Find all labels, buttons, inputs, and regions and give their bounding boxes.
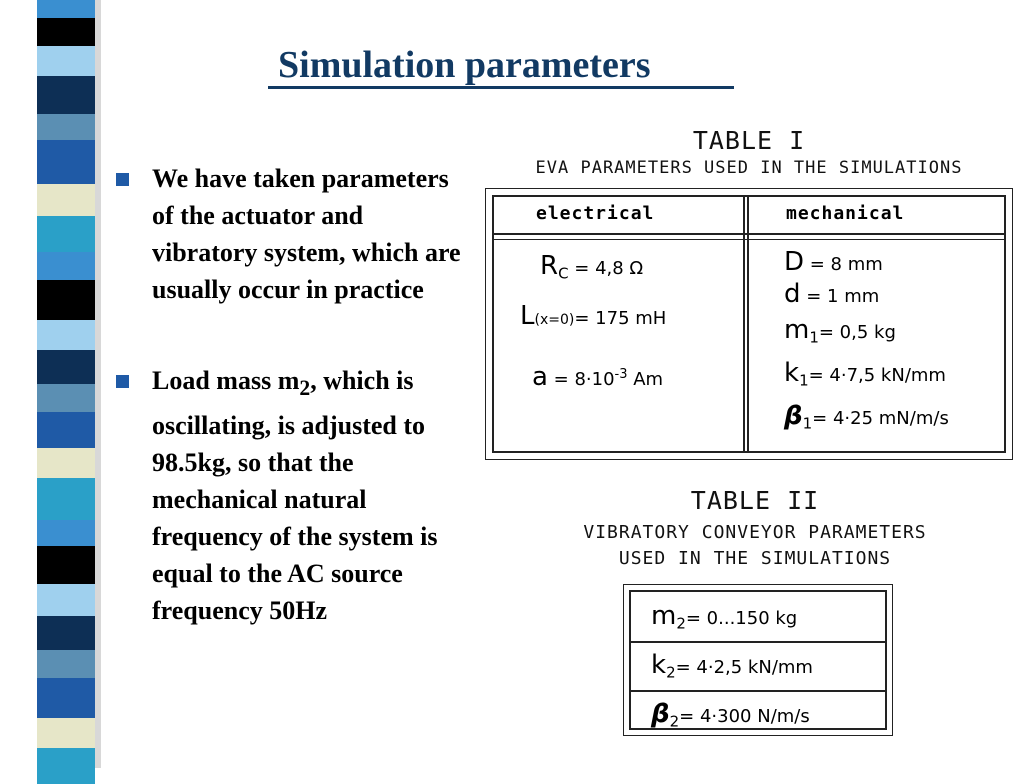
col-header-electrical: electrical — [536, 203, 655, 224]
table2-row — [631, 690, 885, 739]
bullet-text-1: We have taken parameters of the actuator and vibratory system, which are usually occur in practice — [152, 164, 461, 304]
param-k1: $k_1= 4\cdot 7,5$ kN/mm — [784, 358, 946, 390]
param-d-upper: D = 8 mm — [784, 247, 883, 277]
table2-row — [631, 641, 885, 692]
bullet-item-2 — [112, 362, 472, 629]
decorative-stripe — [37, 0, 95, 768]
param-d-lower: d = 1 mm — [784, 279, 880, 309]
param-beta2: $\beta_2= 4\cdot 300$ N/m/s — [651, 699, 810, 731]
table2 — [623, 584, 893, 736]
param-m1: $m_1= 0,5$ kg — [784, 315, 896, 347]
table2-row — [631, 592, 885, 643]
param-l: L(x=0)= 175 mH — [520, 301, 667, 331]
bullet-text-2: Load mass $m_2$, which is oscillating, is adjusted to 98.5kg, so that the mechanical natural frequency of the system is equal to the AC source frequency 50Hz — [152, 366, 438, 626]
param-a: $a = 8\cdot 10^{-3}$ Am — [532, 362, 664, 392]
table1-caption: EVA PARAMETERS USED IN THE SIMULATIONS — [535, 158, 963, 178]
square-bullet-icon — [116, 173, 129, 186]
col-header-mechanical: mechanical — [786, 203, 905, 224]
bullet-list — [112, 160, 472, 629]
param-rc: $R_C = 4,8$ Ω — [540, 251, 644, 283]
param-m2: $m_2= 0...150$ kg — [651, 601, 798, 633]
square-bullet-icon — [116, 375, 129, 388]
slide-title: Simulation parameters — [268, 44, 734, 89]
param-k2: $k_2= 4\cdot 2,5$ kN/mm — [651, 650, 813, 682]
bullet-item-1 — [112, 160, 472, 308]
table2-caption-line2: USED IN THE SIMULATIONS — [618, 548, 892, 569]
table1-heading: TABLE I — [692, 126, 806, 155]
table2-heading: TABLE II — [690, 486, 820, 515]
table1 — [485, 188, 1013, 460]
param-beta1: $\beta_1= 4\cdot 25$ mN/m/s — [784, 401, 949, 433]
table2-caption-line1: VIBRATORY CONVEYOR PARAMETERS — [583, 522, 927, 543]
stripe-shadow — [95, 0, 101, 768]
